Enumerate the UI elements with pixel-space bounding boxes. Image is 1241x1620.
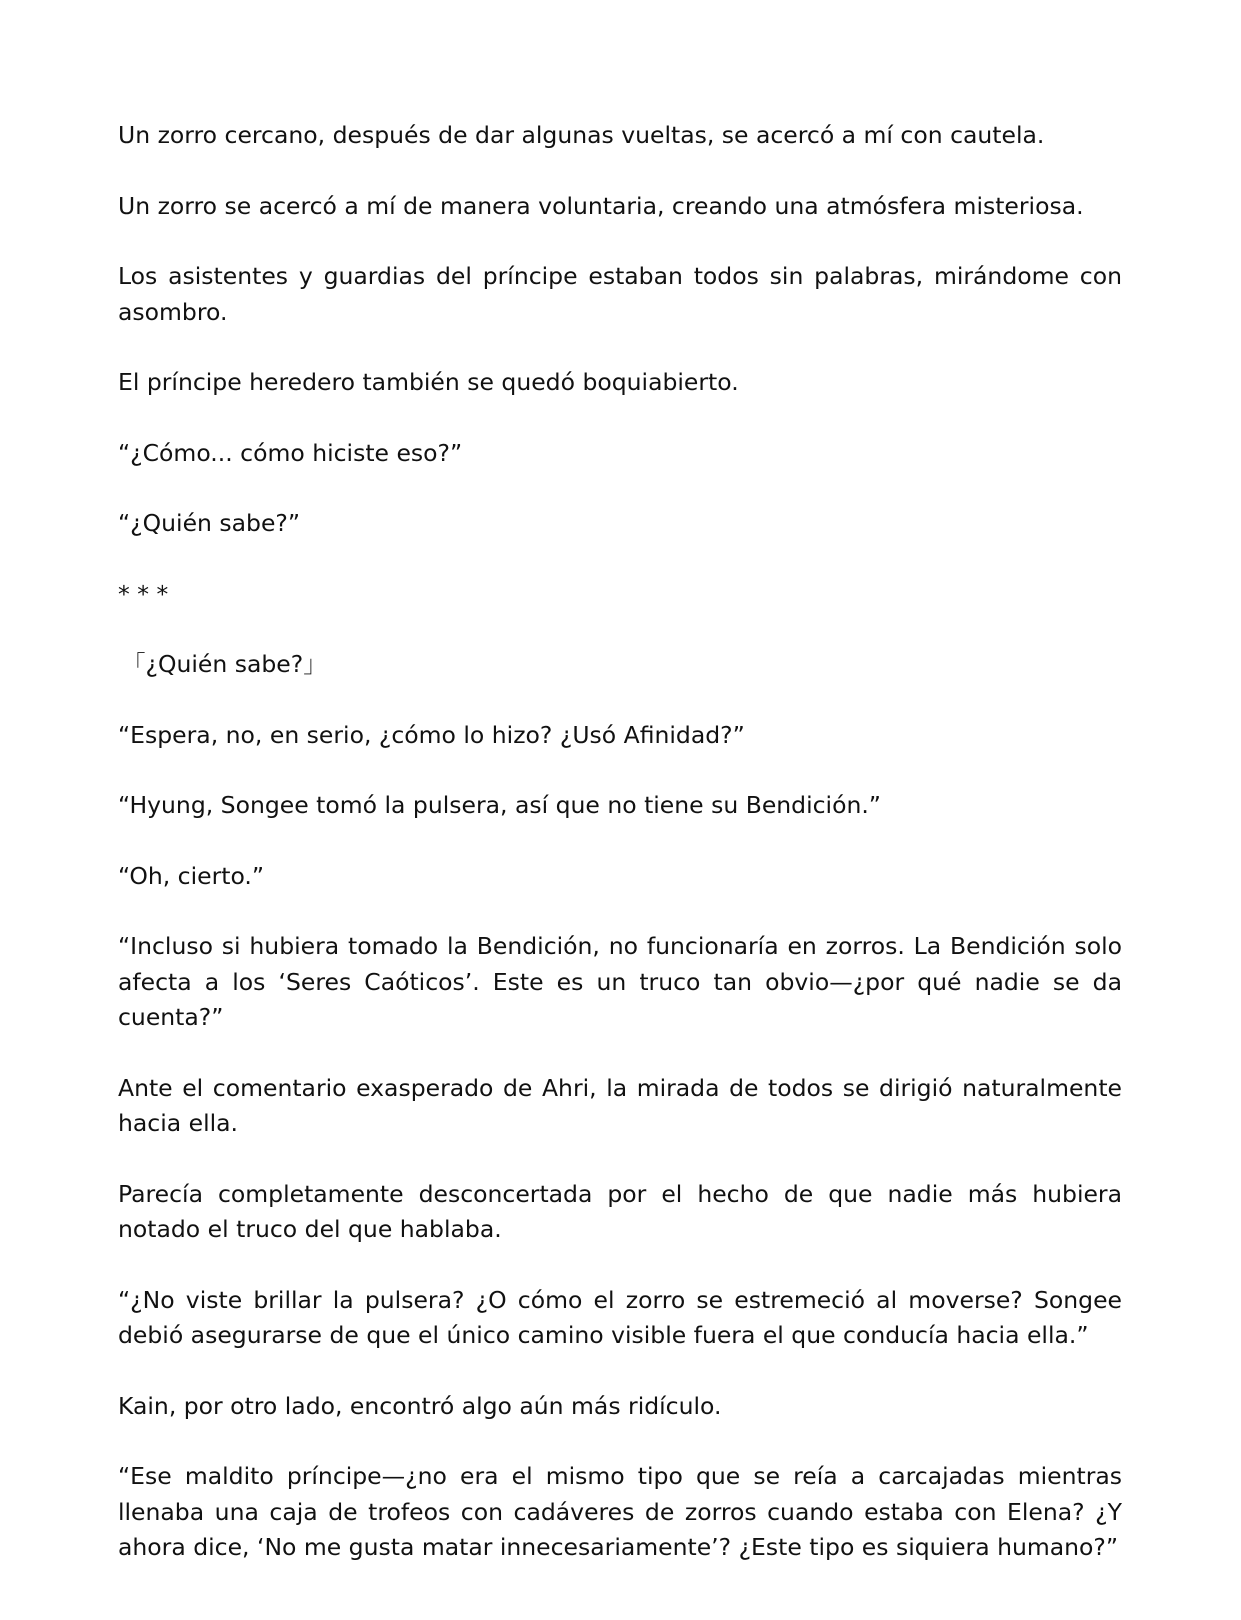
scene-break: * * * bbox=[118, 579, 169, 608]
paragraph: Ante el comentario exasperado de Ahri, la mirada de todos se dirigió naturalmente hacia ella. bbox=[118, 1073, 1122, 1137]
dialogue-line: “¿Quién sabe?” bbox=[118, 509, 301, 537]
dialogue-line: “Incluso si hubiera tomado la Bendición, no funcionaría en zorros. La Bendición solo afecta a los ‘Seres Caóticos’. Este es un truco tan obvio—¿por qué nadie se da cuenta?” bbox=[118, 932, 1122, 1031]
dialogue-line: “Oh, cierto.” bbox=[118, 861, 265, 890]
dialogue-line: “Ese maldito príncipe—¿no era el mismo tipo que se reía a carcajadas mientras llenaba una caja de trofeos con cadáveres de zorros cuando estaba con Elena? ¿Y ahora dice, ‘No me gusta matar innecesariamente’? ¿Este tipo es siquiera humano?” bbox=[118, 1462, 1122, 1561]
paragraph: Parecía completamente desconcertada por el hecho de que nadie más hubiera notado el truco del que hablaba. bbox=[118, 1179, 1122, 1243]
dialogue-line: “¿Cómo... cómo hiciste eso?” bbox=[118, 438, 463, 467]
paragraph: Kain, por otro lado, encontró algo aún más ridículo. bbox=[118, 1391, 722, 1420]
dialogue-line: “Espera, no, en serio, ¿cómo lo hizo? ¿Usó Afinidad?” bbox=[118, 720, 745, 749]
dialogue-line: “¿No viste brillar la pulsera? ¿O cómo el zorro se estremeció al moverse? Songee debió asegurarse de que el único camino visible fuera el que conducía hacia ella.” bbox=[118, 1285, 1122, 1349]
dialogue-line: 「¿Quién sabe?」 bbox=[122, 650, 327, 678]
paragraph: Un zorro cercano, después de dar algunas vueltas, se acercó a mí con cautela. bbox=[118, 121, 1045, 149]
document-body bbox=[118, 118, 1122, 1601]
paragraph: Los asistentes y guardias del príncipe estaban todos sin palabras, mirándome con asombro. bbox=[118, 262, 1122, 326]
dialogue-line: “Hyung, Songee tomó la pulsera, así que no tiene su Bendición.” bbox=[118, 791, 881, 819]
paragraph: El príncipe heredero también se quedó boquiabierto. bbox=[118, 368, 739, 396]
paragraph: Un zorro se acercó a mí de manera voluntaria, creando una atmósfera misteriosa. bbox=[118, 191, 1084, 220]
